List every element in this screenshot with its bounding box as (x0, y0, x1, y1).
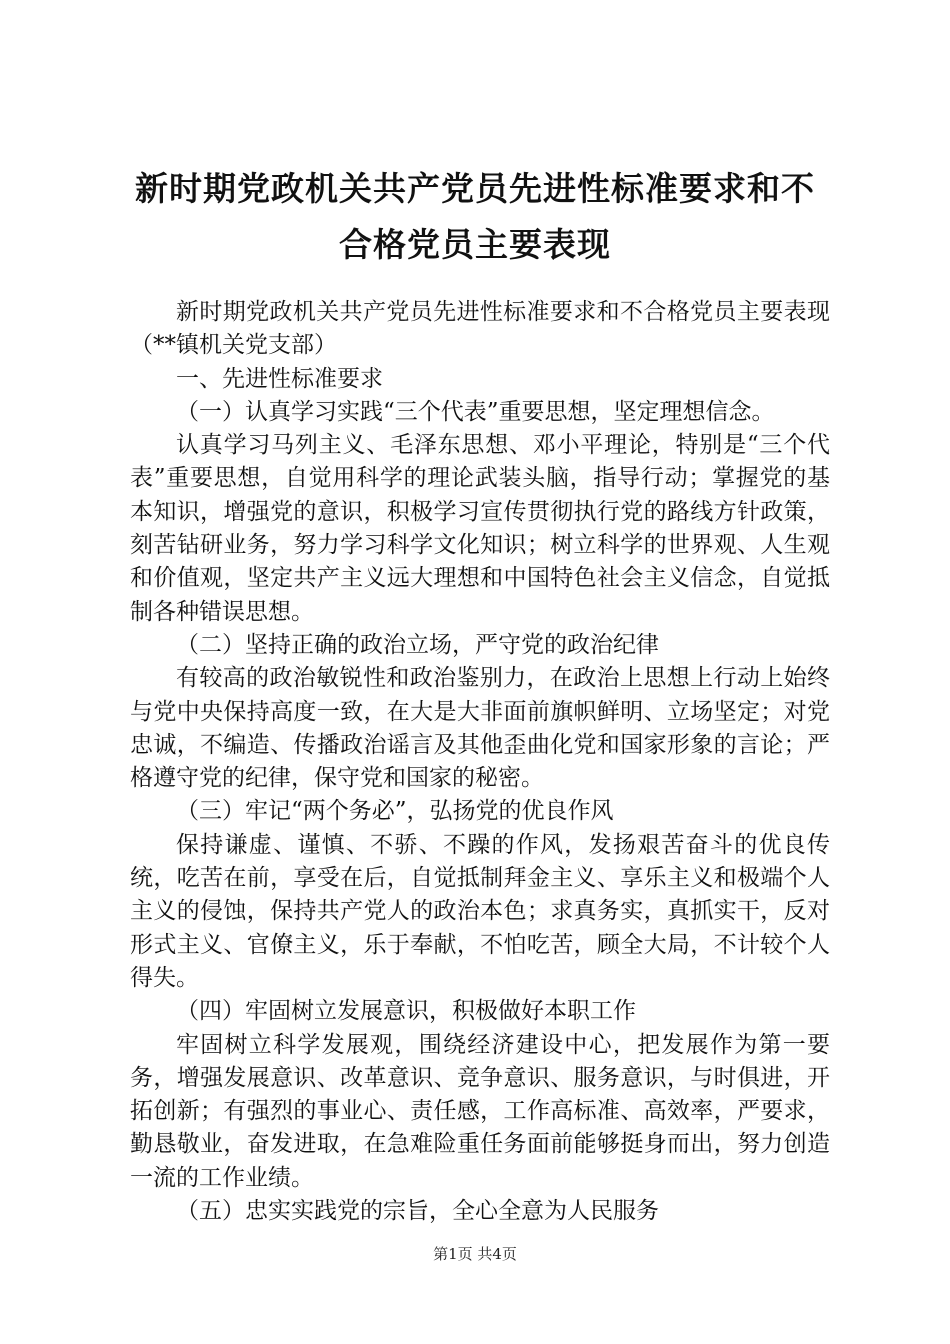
subsection-heading-3: （三）牢记“两个务必”，弘扬党的优良作风 (176, 798, 614, 825)
body-paragraph-3: 保持谦虚、谨慎、不骄、不躁的作风，发扬艰苦奋斗的优良传统，吃苦在前，享受在后，自觉抵制拜金主义、享乐主义和极端个人主义的侵蚀，保持共产党人的政治本色；求真务实，真抓实干，反对形式主义、官僚主义，乐于奉献，不怕吃苦，顾全大局，不计较个人得失。 (130, 831, 830, 991)
body-paragraph-4: 牢固树立科学发展观，围绕经济建设中心，把发展作为第一要务，增强发展意识、改革意识、竞争意识、服务意识，与时俱进，开拓创新；有强烈的事业心、责任感，工作高标准、高效率，严要求，勤恳敬业，奋发进取，在急难险重任务面前能够挺身而出，努力创造一流的工作业绩。 (130, 1031, 830, 1191)
document-title-line-2: 合格党员主要表现 (339, 225, 611, 264)
document-title-line-1: 新时期党政机关共产党员先进性标准要求和不 (135, 169, 815, 208)
subsection-heading-5: （五）忠实实践党的宗旨，全心全意为人民服务 (176, 1198, 659, 1225)
body-paragraph-1: 认真学习马列主义、毛泽东思想、邓小平理论，特别是“三个代表”重要思想，自觉用科学的理论武装头脑，指导行动；掌握党的基本知识，增强党的意识，积极学习宣传贯彻执行党的路线方针政策，刻苦钻研业务，努力学习科学文化知识；树立科学的世界观、人生观和价值观，坚定共产主义远大理想和中国特色社会主义信念，自觉抵制各种错误思想。 (130, 432, 830, 625)
document-body (130, 296, 830, 1228)
subsection-heading-2: （二）坚持正确的政治立场，严守党的政治纪律 (176, 631, 659, 658)
section-heading: 一、先进性标准要求 (176, 365, 383, 392)
subsection-heading-4: （四）牢固树立发展意识，积极做好本职工作 (176, 998, 636, 1025)
page-number-footer: 第1页 共4页 (433, 1245, 517, 1263)
subtitle-paragraph: 新时期党政机关共产党员先进性标准要求和不合格党员主要表现（**镇机关党支部） (130, 299, 830, 359)
subsection-heading-1: （一）认真学习实践“三个代表”重要思想，坚定理想信念。 (176, 398, 775, 425)
body-paragraph-2: 有较高的政治敏锐性和政治鉴别力，在政治上思想上行动上始终与党中央保持高度一致，在大是大非面前旗帜鲜明、立场坚定；对党忠诚，不编造、传播政治谣言及其他歪曲化党和国家形象的言论；严格遵守党的纪律，保守党和国家的秘密。 (130, 665, 830, 792)
